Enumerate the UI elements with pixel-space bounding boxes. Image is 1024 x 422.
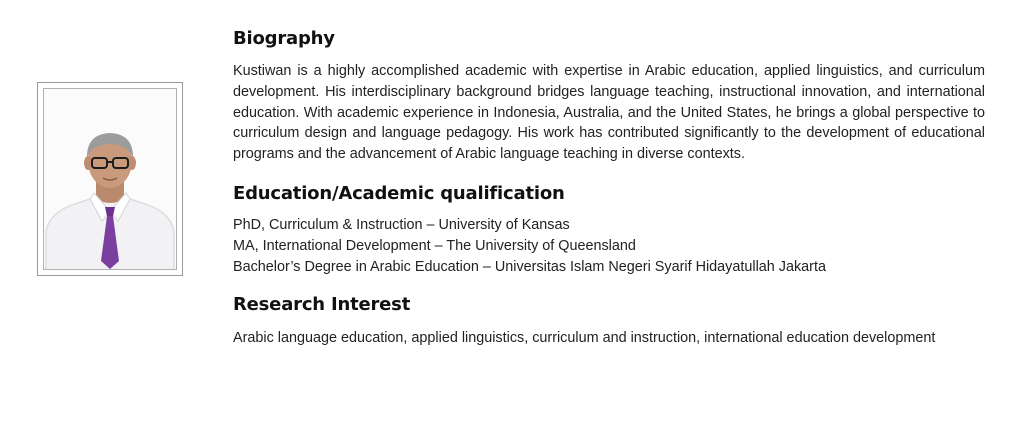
profile-photo <box>43 88 177 270</box>
education-item: Bachelor’s Degree in Arabic Education – Universitas Islam Negeri Syarif Hidayatullah Jakarta <box>233 258 826 275</box>
education-item: PhD, Curriculum & Instruction – University of Kansas <box>233 216 570 233</box>
research-heading: Research Interest <box>233 294 411 316</box>
person-portrait-icon <box>44 89 176 269</box>
education-list <box>233 215 985 277</box>
biography-heading: Biography <box>233 28 335 49</box>
education-item: MA, International Development – The University of Queensland <box>233 237 636 254</box>
biography-text: Kustiwan is a highly accomplished academic with expertise in Arabic education, applied linguistics, and curriculum development. His interdisciplinary background bridges language teaching, instructional innovation, and international education. With academic experience in Indonesia, Australia, and the United States, he brings a global perspective to curriculum design and language pedagogy. His work has contributed significantly to the development of educational programs and the advancement of Arabic language teaching in diverse contexts. <box>233 63 985 163</box>
education-heading: Education/Academic qualification <box>233 182 565 204</box>
profile-content <box>233 26 985 349</box>
profile-photo-frame <box>37 82 183 276</box>
research-text: Arabic language education, applied linguistics, curriculum and instruction, international education development <box>233 330 936 347</box>
